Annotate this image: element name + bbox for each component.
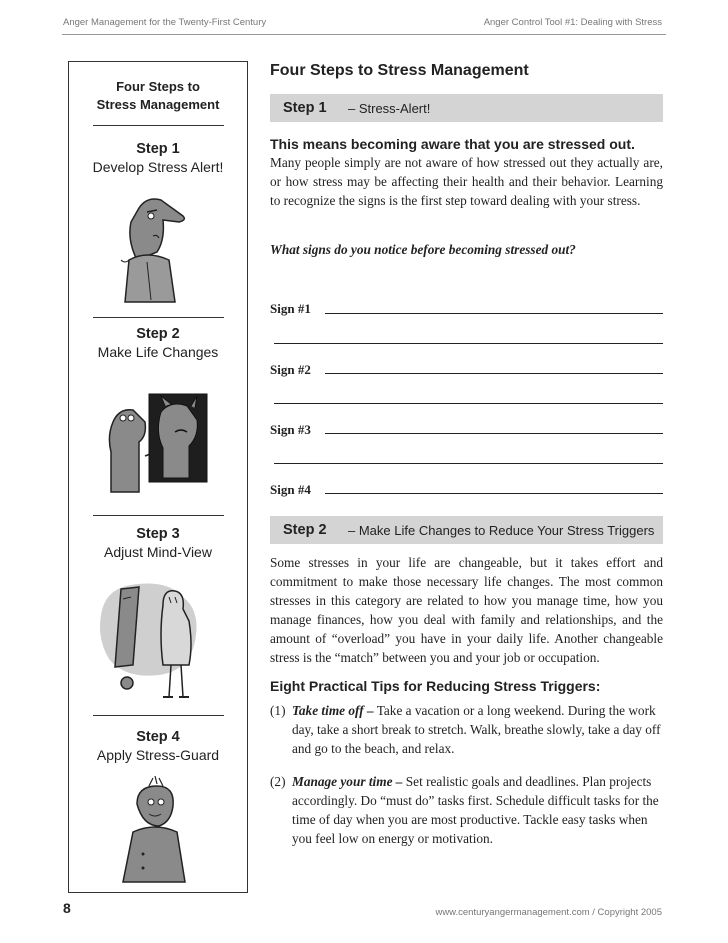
sign-2-label: Sign #2: [270, 362, 311, 377]
step2-banner: [270, 516, 663, 544]
tip-number: (1): [270, 703, 286, 718]
tip-text: Set realistic goals and deadlines. Plan projects accordingly. Do “must do” tasks first. Schedule difficult tasks for the time of day when you are most productive. Tackle easy tasks when you feel low on energy or motivation.: [292, 774, 659, 846]
sign-2-answer-line-2[interactable]: [274, 403, 663, 404]
step1-subheading: This means becoming aware that you are stressed out.: [270, 136, 635, 152]
sidebar-step1-label: Step 1: [136, 141, 180, 157]
tip-body: [292, 701, 663, 758]
calm-man-illustration: [119, 774, 194, 884]
header-rule: [62, 34, 666, 35]
sidebar-title-line2: Stress Management: [96, 97, 220, 112]
running-header-right: Anger Control Tool #1: Dealing with Stress: [483, 17, 662, 28]
sidebar-divider: [93, 317, 224, 318]
page-title: Four Steps to Stress Management: [270, 62, 529, 79]
man-with-exclamation-illustration: [97, 575, 222, 705]
sign-1-label: Sign #1: [270, 301, 311, 316]
step2-paragraph: Some stresses in your life are changeable, but it takes effort and commitment to make those necessary life changes. The most common stresses in this category are related to how you manage time, how you manage finances, how you deal with family and relationships, and the amount of “overload” you have in your daily life. Another changeable stress is the “match” between you and your job or occupation.: [270, 555, 663, 665]
tip-lead: Manage your time –: [292, 774, 403, 789]
sidebar-box: [68, 61, 248, 893]
footer-copyright: www.centuryangermanagement.com / Copyright 2005: [435, 907, 662, 918]
tip-text: Take a vacation or a long weekend. During the work day, take a short break to stretch. Walk, breathe slowly, take a day off and go to the beach, and relax.: [292, 703, 661, 756]
step2-banner-label: Step 2: [283, 522, 327, 538]
step1-banner: [270, 94, 663, 122]
tip-number: (2): [270, 774, 286, 789]
stressed-man-illustration: [117, 190, 197, 305]
sign-4-label: Sign #4: [270, 482, 311, 497]
sign-3-answer-line[interactable]: [325, 433, 663, 434]
sign-3-label: Sign #3: [270, 422, 311, 437]
sign-2-answer-line[interactable]: [325, 373, 663, 374]
sidebar-divider: [93, 515, 224, 516]
page-number: 8: [63, 900, 71, 916]
step1-banner-title: – Stress-Alert!: [348, 101, 431, 116]
sidebar-step2-label: Step 2: [136, 326, 180, 342]
sign-1-answer-line-2[interactable]: [274, 343, 663, 344]
sign-3-answer-line-2[interactable]: [274, 463, 663, 464]
man-and-mirror-illustration: [105, 392, 215, 497]
step1-banner-label: Step 1: [283, 100, 327, 116]
sidebar-step4-label: Step 4: [136, 729, 180, 745]
step1-paragraph: Many people simply are not aware of how stressed out they actually are, or how stress may be affecting their health and their behavior. Learning to recognize the signs is the first step toward dealing with your stress.: [270, 155, 663, 208]
sidebar-divider: [93, 715, 224, 716]
signs-question: What signs do you notice before becoming stressed out?: [270, 242, 576, 257]
tip-lead: Take time off –: [292, 703, 374, 718]
sidebar-step2-subtitle: Make Life Changes: [97, 344, 219, 360]
sign-4-answer-line[interactable]: [325, 493, 663, 494]
step2-banner-title: – Make Life Changes to Reduce Your Stress Triggers: [348, 523, 655, 538]
sidebar-divider: [93, 125, 224, 126]
sidebar-step4-subtitle: Apply Stress-Guard: [96, 747, 220, 763]
sidebar-title-line1: Four Steps to: [116, 79, 200, 94]
sign-1-answer-line[interactable]: [325, 313, 663, 314]
sidebar-step3-subtitle: Adjust Mind-View: [104, 544, 212, 560]
tips-heading: Eight Practical Tips for Reducing Stress Triggers:: [270, 678, 601, 694]
tip-body: [292, 772, 663, 848]
sidebar-step3-label: Step 3: [136, 526, 180, 542]
sidebar-step1-subtitle: Develop Stress Alert!: [92, 159, 224, 175]
running-header-left: Anger Management for the Twenty-First Century: [63, 17, 267, 28]
